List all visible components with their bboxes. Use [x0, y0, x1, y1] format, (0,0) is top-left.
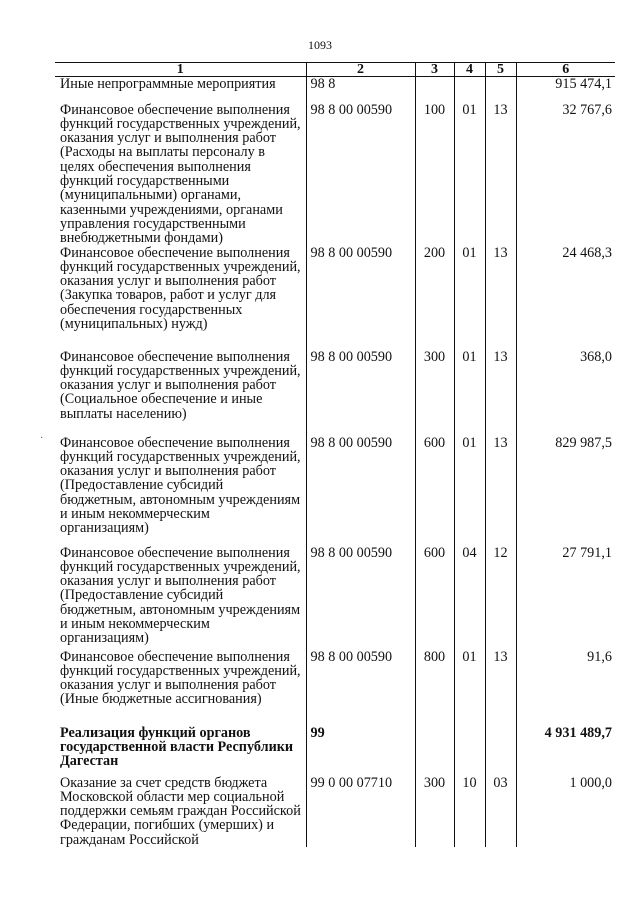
margin-mark: ·	[40, 433, 44, 444]
row-expense-type-cell: 200	[415, 246, 454, 350]
row-subsection-cell: 13	[485, 350, 516, 436]
row-code-cell: 98 8 00 00590	[306, 650, 415, 726]
row-expense-type-cell: 300	[415, 350, 454, 436]
row-name-cell: Оказание за счет средств бюджета Московской области мер социальной поддержки семьям граждан Российской Федерации, погибших (умерших) и гражданам Российской	[60, 774, 301, 848]
row-expense-type-cell	[415, 77, 454, 103]
row-amount-cell: 368,0	[516, 350, 615, 436]
row-code-cell: 98 8 00 00590	[306, 246, 415, 350]
row-section-cell: 01	[454, 246, 485, 350]
table-row	[55, 546, 615, 650]
column-header: 4	[454, 63, 485, 77]
column-header: 2	[306, 63, 415, 77]
row-expense-type-cell: 600	[415, 546, 454, 650]
page-number: 1093	[308, 38, 332, 52]
column-header: 1	[55, 63, 306, 77]
row-name-cell: Финансовое обеспечение выполнения функций государственных учреждений, оказания услуг и выполнения работ (Иные бюджетные ассигнования)	[60, 648, 301, 708]
table-row	[55, 103, 615, 246]
row-subsection-cell: 13	[485, 650, 516, 726]
row-code-cell: 98 8 00 00590	[306, 103, 415, 246]
row-section-cell: 04	[454, 546, 485, 650]
row-subsection-cell	[485, 726, 516, 776]
row-amount-cell: 915 474,1	[516, 77, 615, 103]
row-code-cell: 99 0 00 07710	[306, 776, 415, 847]
row-section-cell: 10	[454, 776, 485, 847]
table-row	[55, 77, 615, 103]
row-subsection-cell: 13	[485, 436, 516, 546]
table-row	[55, 650, 615, 726]
row-code-cell: 98 8 00 00590	[306, 436, 415, 546]
column-header: 5	[485, 63, 516, 77]
row-code-cell: 98 8 00 00590	[306, 350, 415, 436]
row-subsection-cell: 13	[485, 103, 516, 246]
row-subsection-cell	[485, 77, 516, 103]
column-header: 3	[415, 63, 454, 77]
row-section-cell: 01	[454, 650, 485, 726]
row-name-cell: Реализация функций органов государственной власти Республики Дагестан	[60, 724, 294, 770]
row-amount-cell: 24 468,3	[516, 246, 615, 350]
row-code-cell: 99	[306, 726, 415, 776]
row-expense-type-cell	[415, 726, 454, 776]
row-section-cell: 01	[454, 103, 485, 246]
row-section-cell: 01	[454, 436, 485, 546]
table-header-row	[55, 63, 615, 77]
row-subsection-cell: 12	[485, 546, 516, 650]
table-row	[55, 436, 615, 546]
row-amount-cell: 1 000,0	[516, 776, 615, 847]
row-section-cell	[454, 726, 485, 776]
row-expense-type-cell: 800	[415, 650, 454, 726]
row-code-cell: 98 8	[306, 77, 415, 103]
row-name-cell: Финансовое обеспечение выполнения функций государственных учреждений, оказания услуг и выполнения работ (Предоставление субсидий бюджетным, автономным учреждениям и иным некоммерческим организациям)	[60, 544, 301, 647]
table-row	[55, 246, 615, 350]
row-amount-cell: 32 767,6	[516, 103, 615, 246]
row-amount-cell: 829 987,5	[516, 436, 615, 546]
row-amount-cell: 27 791,1	[516, 546, 615, 650]
row-name-cell: Финансовое обеспечение выполнения функций государственных учреждений, оказания услуг и выполнения работ (Расходы на выплаты персоналу в целях обеспечения выполнения функций государственными (муниципальными) органами, казенными учреждениями, органами управления государственными внебюджетными фондами)	[60, 101, 301, 247]
table-row	[55, 350, 615, 436]
row-section-cell: 01	[454, 350, 485, 436]
budget-table	[55, 62, 615, 847]
row-name-cell: Иные непрограммные мероприятия	[60, 76, 276, 92]
row-expense-type-cell: 300	[415, 776, 454, 847]
table-row	[55, 726, 615, 776]
row-amount-cell: 4 931 489,7	[516, 726, 615, 776]
row-subsection-cell: 13	[485, 246, 516, 350]
table-row	[55, 776, 615, 847]
row-expense-type-cell: 600	[415, 436, 454, 546]
row-code-cell: 98 8 00 00590	[306, 546, 415, 650]
row-name-cell: Финансовое обеспечение выполнения функций государственных учреждений, оказания услуг и выполнения работ (Закупка товаров, работ и услуг для обеспечения государственных (муниципальных) нужд)	[60, 244, 301, 332]
row-amount-cell: 91,6	[516, 650, 615, 726]
row-name-cell: Финансовое обеспечение выполнения функций государственных учреждений, оказания услуг и выполнения работ (Предоставление субсидий бюджетным, автономным учреждениям и иным некоммерческим организациям)	[60, 434, 301, 537]
row-expense-type-cell: 100	[415, 103, 454, 246]
row-name-cell: Финансовое обеспечение выполнения функций государственных учреждений, оказания услуг и выполнения работ (Социальное обеспечение и иные выплаты населению)	[60, 348, 301, 422]
column-header: 6	[516, 63, 615, 77]
row-section-cell	[454, 77, 485, 103]
row-subsection-cell: 03	[485, 776, 516, 847]
